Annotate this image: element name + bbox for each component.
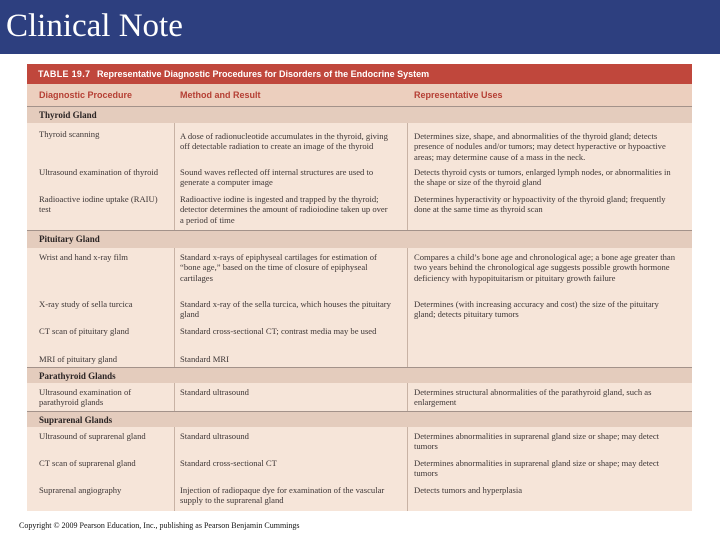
uses-cell: Determines abnormalities in suprarenal gland size or shape; may detect tumors: [414, 458, 660, 479]
procedure-cell: Suprarenal angiography: [39, 485, 122, 495]
uses-cell: Determines size, shape, and abnormalities of the thyroid gland; detects presence of nodules and/or tumors; may detect hyperactive or hypoactive areas; may determine cause of a mass in the neck.: [414, 131, 666, 162]
uses-cell: Detects tumors and hyperplasia: [414, 485, 523, 495]
method-cell: Standard x-rays of epiphyseal cartilages for estimation of “bone age,” based on the time of closure of epiphyseal cartilages: [180, 252, 377, 283]
uses-cell: Determines abnormalities in suprarenal gland size or shape; may detect tumors: [414, 431, 660, 452]
section-title: Parathyroid Glands: [39, 371, 116, 381]
method-cell: Injection of radiopaque dye for examination of the vascular supply to the suprarenal gland: [180, 485, 385, 506]
section-header-pituitary: [27, 230, 692, 248]
procedure-cell: Wrist and hand x-ray film: [39, 252, 128, 262]
method-cell: Standard MRI: [180, 354, 229, 364]
copyright-notice: Copyright © 2009 Pearson Education, Inc., publishing as Pearson Benjamin Cummings: [19, 521, 300, 530]
diagnostic-table: [27, 64, 692, 511]
method-cell: Standard cross-sectional CT: [180, 458, 277, 468]
method-cell: Radioactive iodine is ingested and trapped by the thyroid; detector determines the amount of radioiodine taken up over a period of time: [180, 194, 388, 225]
method-cell: Standard x-ray of the sella turcica, which houses the pituitary gland: [180, 299, 391, 320]
section-header-parathyroid: [27, 367, 692, 383]
method-cell: Standard ultrasound: [180, 431, 249, 441]
procedure-cell: MRI of pituitary gland: [39, 354, 118, 364]
uses-cell: Determines (with increasing accuracy and cost) the size of the pituitary gland; detects pituitary tumors: [414, 299, 659, 320]
column-header-uses: Representative Uses: [414, 90, 503, 100]
table-number: TABLE 19.7: [38, 69, 91, 79]
procedure-cell: CT scan of pituitary gland: [39, 326, 130, 336]
procedure-cell: Ultrasound examination of parathyroid glands: [39, 387, 132, 408]
column-header-procedure: Diagnostic Procedure: [39, 90, 133, 100]
column-header-method: Method and Result: [180, 90, 261, 100]
section-title: Suprarenal Glands: [39, 415, 113, 425]
method-cell: Standard ultrasound: [180, 387, 249, 397]
table-title-bar: [27, 64, 692, 84]
uses-cell: Detects thyroid cysts or tumors, enlarged lymph nodes, or abnormalities in the shape or size of the thyroid gland: [414, 167, 671, 188]
method-cell: Standard cross-sectional CT; contrast media may be used: [180, 326, 377, 336]
uses-cell: Determines structural abnormalities of the parathyroid gland, such as enlargement: [414, 387, 652, 408]
column-divider: [174, 106, 175, 511]
method-cell: A dose of radionucleotide accumulates in the thyroid, giving off detectable radiation to create an image of the thyroid: [180, 131, 388, 152]
column-header-row: [27, 84, 692, 106]
procedure-cell: CT scan of suprarenal gland: [39, 458, 136, 468]
method-cell: Sound waves reflected off internal structures are used to generate a computer image: [180, 167, 374, 188]
section-title: Thyroid Gland: [39, 110, 97, 120]
procedure-cell: Thyroid scanning: [39, 129, 100, 139]
procedure-cell: X-ray study of sella turcica: [39, 299, 133, 309]
procedure-cell: Ultrasound examination of thyroid: [39, 167, 159, 177]
slide-title: Clinical Note: [6, 8, 183, 44]
procedure-cell: Radioactive iodine uptake (RAIU) test: [39, 194, 158, 215]
title-bar: [0, 0, 720, 54]
column-divider: [407, 106, 408, 511]
section-header-thyroid: [27, 106, 692, 123]
section-title: Pituitary Gland: [39, 234, 100, 244]
uses-cell: Determines hyperactivity or hypoactivity of the thyroid gland; frequently done at the same time as thyroid scan: [414, 194, 666, 215]
uses-cell: Compares a child’s bone age and chronological age; a bone age greater than two years behind the chronological age suggests possible growth hormone deficiency with hypopituitarism or pituitary growth failure: [414, 252, 676, 283]
table-title: Representative Diagnostic Procedures for Disorders of the Endocrine System: [97, 69, 430, 79]
procedure-cell: Ultrasound of suprarenal gland: [39, 431, 146, 441]
section-header-suprarenal: [27, 411, 692, 427]
